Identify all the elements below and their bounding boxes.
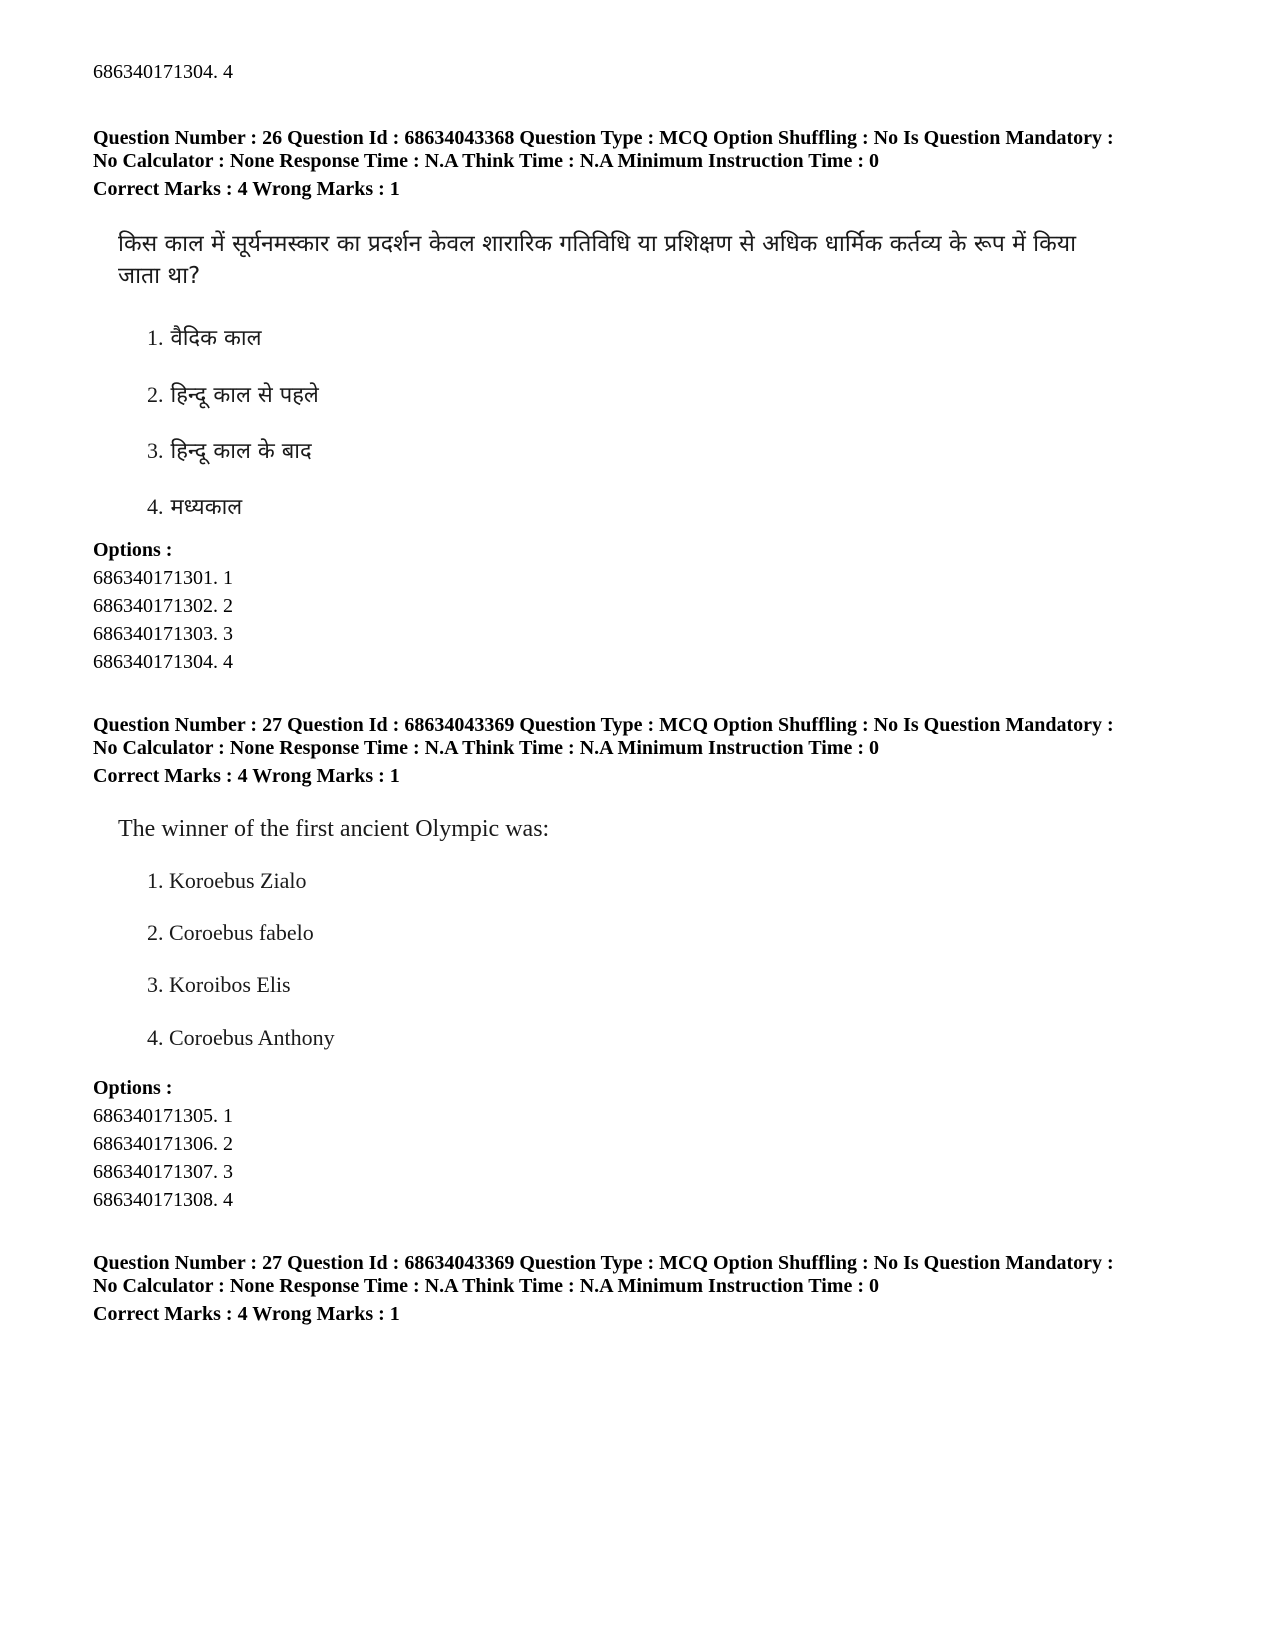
- choice-number: 3.: [147, 438, 164, 463]
- question-choice: [147, 918, 314, 948]
- question-choice: [147, 380, 319, 411]
- choice-number: 1.: [147, 868, 164, 893]
- option-id-line: 686340171306. 2: [93, 1133, 233, 1155]
- prev-option-line: 686340171304. 4: [93, 61, 233, 83]
- choice-text: Koroebus Zialo: [169, 868, 307, 893]
- question-meta-line-2: No Calculator : None Response Time : N.A Think Time : N.A Minimum Instruction Time : 0: [93, 150, 879, 172]
- choice-text: हिन्दू काल से पहले: [170, 383, 319, 408]
- question-choice: [147, 492, 242, 523]
- option-id-line: 686340171302. 2: [93, 595, 233, 617]
- question-choice: [147, 970, 291, 1000]
- question-meta-line-2: No Calculator : None Response Time : N.A Think Time : N.A Minimum Instruction Time : 0: [93, 737, 879, 759]
- option-id-line: 686340171305. 1: [93, 1105, 233, 1127]
- option-id-line: 686340171303. 3: [93, 623, 233, 645]
- choice-text: वैदिक काल: [170, 326, 262, 351]
- choice-number: 2.: [147, 920, 164, 945]
- choice-text: मध्यकाल: [170, 495, 243, 520]
- question-marks-line: Correct Marks : 4 Wrong Marks : 1: [93, 178, 400, 200]
- choice-number: 2.: [147, 382, 164, 407]
- option-id-line: 686340171307. 3: [93, 1161, 233, 1183]
- choice-text: Coroebus fabelo: [169, 920, 314, 945]
- option-id-line: 686340171308. 4: [93, 1189, 233, 1211]
- choice-number: 1.: [147, 325, 164, 350]
- options-label: Options :: [93, 539, 173, 561]
- question-text-line-2: जाता था?: [118, 263, 201, 289]
- choice-number: 4.: [147, 1025, 164, 1050]
- question-meta-line-2: No Calculator : None Response Time : N.A Think Time : N.A Minimum Instruction Time : 0: [93, 1275, 879, 1297]
- option-id-line: 686340171301. 1: [93, 567, 233, 589]
- question-meta-line-1: Question Number : 27 Question Id : 68634043369 Question Type : MCQ Option Shuffling : No Is Question Mandatory :: [93, 1252, 1114, 1274]
- question-choice: [147, 1023, 335, 1053]
- question-meta-line-1: Question Number : 27 Question Id : 68634043369 Question Type : MCQ Option Shuffling : No Is Question Mandatory :: [93, 714, 1114, 736]
- question-choice: [147, 866, 306, 896]
- choice-text: Koroibos Elis: [169, 972, 291, 997]
- question-choice: [147, 436, 312, 467]
- choice-number: 3.: [147, 972, 164, 997]
- question-marks-line: Correct Marks : 4 Wrong Marks : 1: [93, 765, 400, 787]
- question-choice: [147, 323, 262, 354]
- choice-text: Coroebus Anthony: [169, 1025, 335, 1050]
- question-meta-line-1: Question Number : 26 Question Id : 68634043368 Question Type : MCQ Option Shuffling : No Is Question Mandatory :: [93, 127, 1114, 149]
- question-text-line-1: The winner of the first ancient Olympic was:: [118, 816, 550, 842]
- question-marks-line: Correct Marks : 4 Wrong Marks : 1: [93, 1303, 400, 1325]
- choice-number: 4.: [147, 494, 164, 519]
- option-id-line: 686340171304. 4: [93, 651, 233, 673]
- choice-text: हिन्दू काल के बाद: [170, 439, 312, 464]
- question-text-line-1: किस काल में सूर्यनमस्कार का प्रदर्शन केवल शारारिक गतिविधि या प्रशिक्षण से अधिक धार्मिक कर्तव्य के रूप में किया: [118, 231, 1077, 257]
- options-label: Options :: [93, 1077, 173, 1099]
